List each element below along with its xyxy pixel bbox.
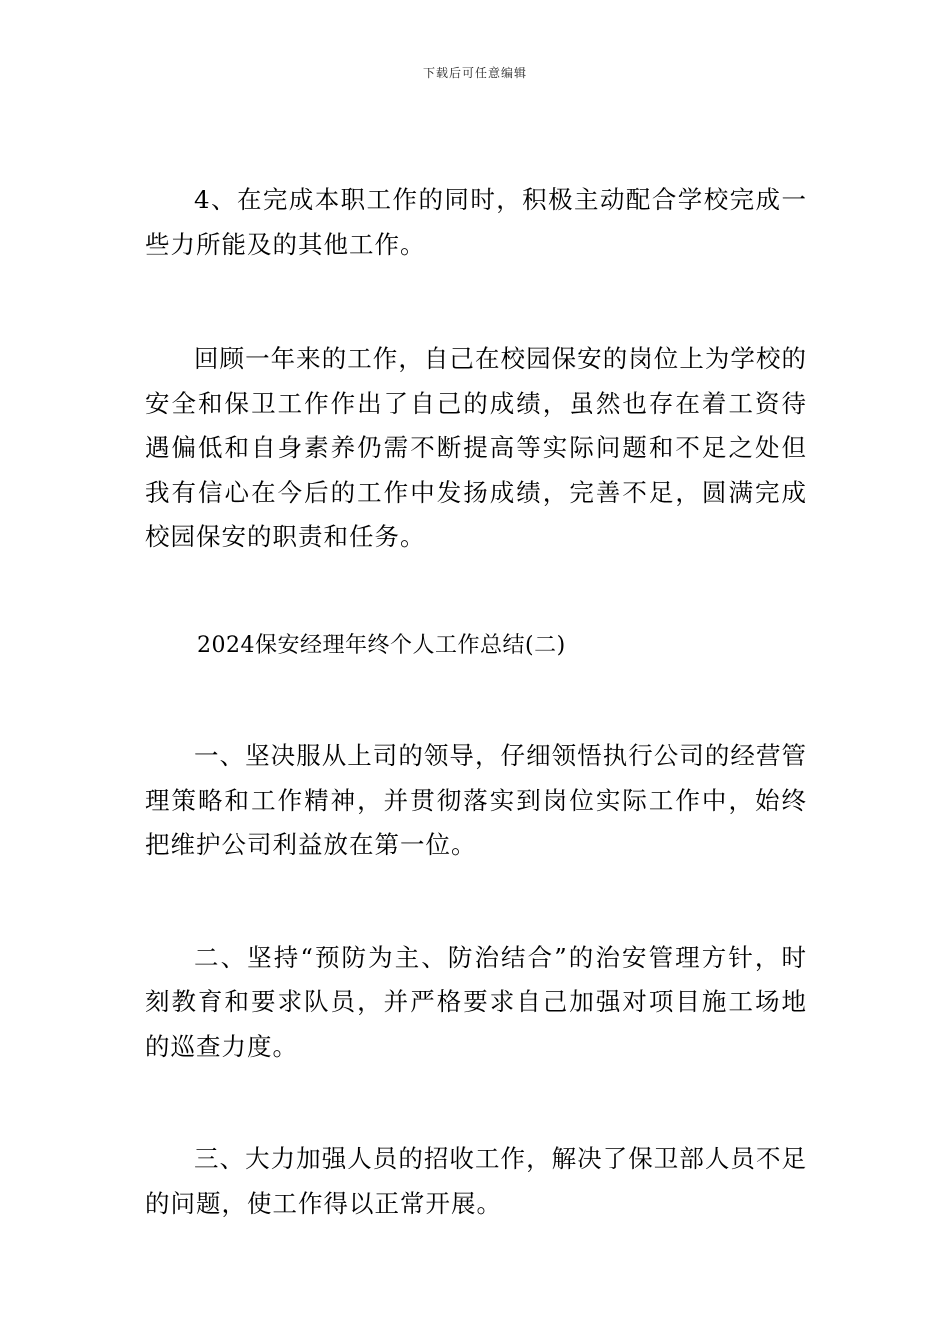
paragraph-review: 回顾一年来的工作，自己在校园保安的岗位上为学校的安全和保卫工作作出了自己的成绩，虽然也存在着工资待遇偏低和自身素养仍需不断提高等实际问题和不足之处但我有信心在今后的工作中发扬成绩，完善不足，圆满完成校园保安的职责和任务。: [145, 344, 807, 551]
paragraph-gap: [145, 560, 807, 624]
paragraph-point-2: 二、坚持“预防为主、防治结合”的治安管理方针，时刻教育和要求队员，并严格要求自己加强对项目施工场地的巡查力度。: [145, 942, 807, 1061]
paragraph-gap: [145, 668, 807, 734]
paragraph-point-1: 一、坚决服从上司的领导，仔细领悟执行公司的经营管理策略和工作精神，并贯彻落实到岗位实际工作中，始终把维护公司利益放在第一位。: [145, 741, 807, 859]
paragraph-gap: [145, 1069, 807, 1137]
paragraph-gap: [145, 868, 807, 936]
paragraph-point-3: 三、大力加强人员的招收工作，解决了保卫部人员不足的问题，使工作得以正常开展。: [145, 1144, 807, 1218]
section-title: 2024保安经理年终个人工作总结(二): [197, 632, 566, 658]
header-note: 下载后可任意编辑: [422, 66, 527, 80]
paragraph-item-4: 4、在完成本职工作的同时，积极主动配合学校完成一些力所能及的其他工作。: [145, 185, 807, 259]
paragraph-gap: [145, 267, 807, 337]
document-body: [145, 178, 807, 1226]
